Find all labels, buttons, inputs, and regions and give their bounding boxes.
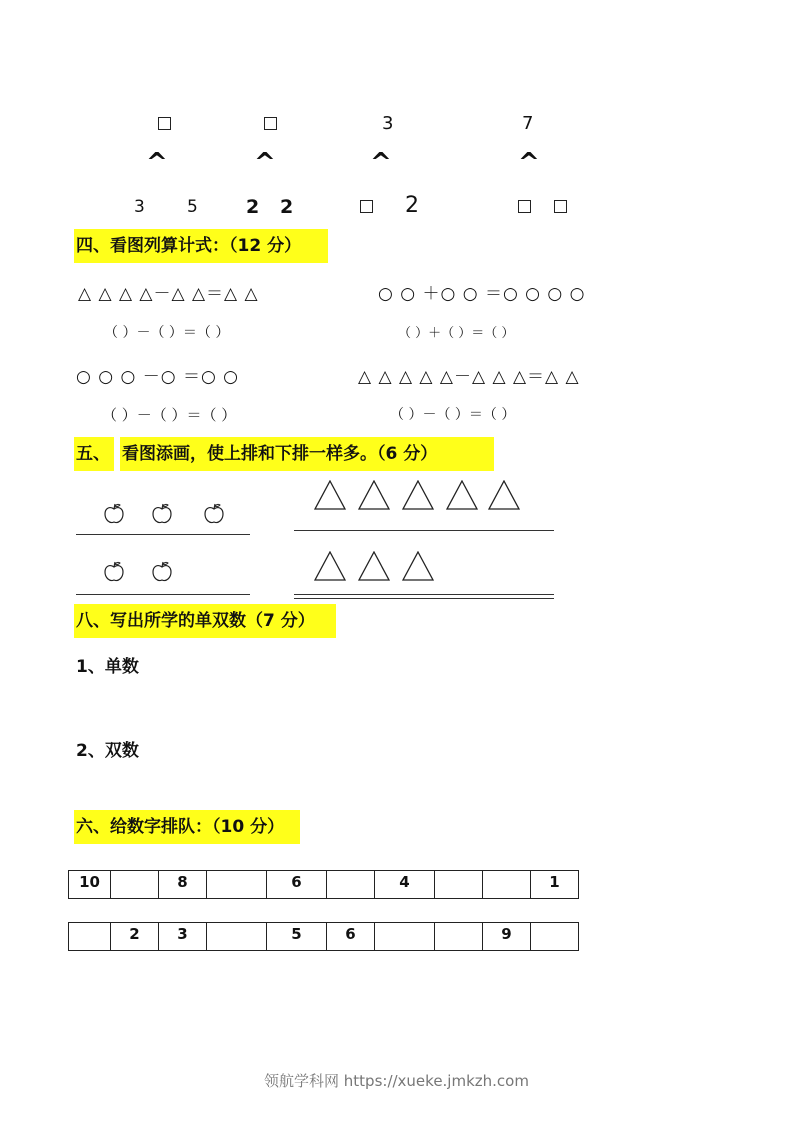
decomp-bottom-number: 3	[134, 197, 145, 217]
apple-icon	[102, 560, 124, 582]
number-cell: 1	[531, 871, 579, 899]
blank-cell[interactable]	[483, 871, 531, 899]
footer-source: 领航学科网 https://xueke.jmkzh.com	[264, 1072, 529, 1090]
blank-box	[264, 117, 277, 130]
number-cell: 5	[267, 923, 327, 951]
number-order-table-2	[68, 922, 579, 951]
apple-icon	[102, 502, 124, 524]
triangle-icon	[488, 480, 520, 514]
triangle-icon	[446, 480, 478, 514]
divider-line	[294, 594, 554, 595]
divider-line	[294, 530, 554, 531]
triangle-icon	[358, 551, 390, 585]
odd-numbers-answer-area[interactable]	[160, 652, 580, 692]
triangle-icon	[402, 480, 434, 514]
number-cell: 9	[483, 923, 531, 951]
section-6-title: 六、给数字排队：（10 分）	[74, 810, 300, 844]
number-cell: 8	[159, 871, 207, 899]
divider-line	[76, 534, 250, 535]
caret-symbol: ^	[254, 148, 276, 178]
equation-blanks: （ ）－（ ）＝（ ）	[390, 407, 516, 423]
blank-box	[158, 117, 171, 130]
decomp-top-number: 3	[382, 113, 394, 134]
apple-icon	[150, 502, 172, 524]
equation-picture: ○ ○ ＋○ ○ ＝○ ○ ○ ○	[378, 284, 586, 304]
equation-blanks: （ ）－（ ）＝（ ）	[104, 325, 230, 341]
equation-picture: △ △ △ △ △－△ △ △＝△ △	[358, 367, 580, 387]
number-cell: 2	[111, 923, 159, 951]
number-order-table-1	[68, 870, 579, 899]
triangle-icon	[402, 551, 434, 585]
divider-line	[294, 598, 554, 599]
section-5-number: 五、	[74, 437, 114, 471]
decomp-bottom-number: 5	[187, 197, 198, 217]
triangle-icon	[314, 480, 346, 514]
blank-box	[360, 200, 373, 213]
caret-symbol: ^	[518, 148, 540, 178]
number-cell: 10	[69, 871, 111, 899]
odd-numbers-label: 1、单数	[76, 657, 139, 677]
number-cell: 3	[159, 923, 207, 951]
blank-cell[interactable]	[531, 923, 579, 951]
blank-cell[interactable]	[435, 923, 483, 951]
triangle-icon	[314, 551, 346, 585]
blank-cell[interactable]	[435, 871, 483, 899]
blank-cell[interactable]	[207, 923, 267, 951]
divider-line	[76, 594, 250, 595]
blank-box	[518, 200, 531, 213]
blank-box	[554, 200, 567, 213]
blank-cell[interactable]	[327, 871, 375, 899]
even-numbers-answer-area[interactable]	[160, 736, 580, 776]
apple-icon	[202, 502, 224, 524]
caret-symbol: ^	[146, 148, 168, 178]
number-cell: 4	[375, 871, 435, 899]
equation-picture: ○ ○ ○ －○ ＝○ ○	[76, 367, 240, 387]
decomp-top-number: 7	[522, 113, 534, 134]
equation-blanks: （ ）－（ ）＝（ ）	[102, 406, 237, 424]
equation-picture: △ △ △ △－△ △＝△ △	[78, 284, 259, 304]
blank-cell[interactable]	[111, 871, 159, 899]
equation-blanks: （ ）＋（ ）＝（ ）	[398, 326, 515, 341]
blank-cell[interactable]	[375, 923, 435, 951]
blank-cell[interactable]	[207, 871, 267, 899]
decomp-bottom-number: 2	[405, 193, 419, 218]
caret-symbol: ^	[370, 148, 392, 178]
section-5-title: 看图添画，使上排和下排一样多。（6 分）	[120, 437, 494, 471]
number-cell: 6	[327, 923, 375, 951]
blank-cell[interactable]	[69, 923, 111, 951]
decomp-bottom-number: 2	[246, 196, 260, 218]
decomp-bottom-number: 2	[280, 196, 294, 218]
apple-icon	[150, 560, 172, 582]
triangle-icon	[358, 480, 390, 514]
section-8-title: 八、写出所学的单双数（7 分）	[74, 604, 336, 638]
number-cell: 6	[267, 871, 327, 899]
section-4-title: 四、看图列算计式：（12 分）	[74, 229, 328, 263]
even-numbers-label: 2、双数	[76, 741, 139, 761]
